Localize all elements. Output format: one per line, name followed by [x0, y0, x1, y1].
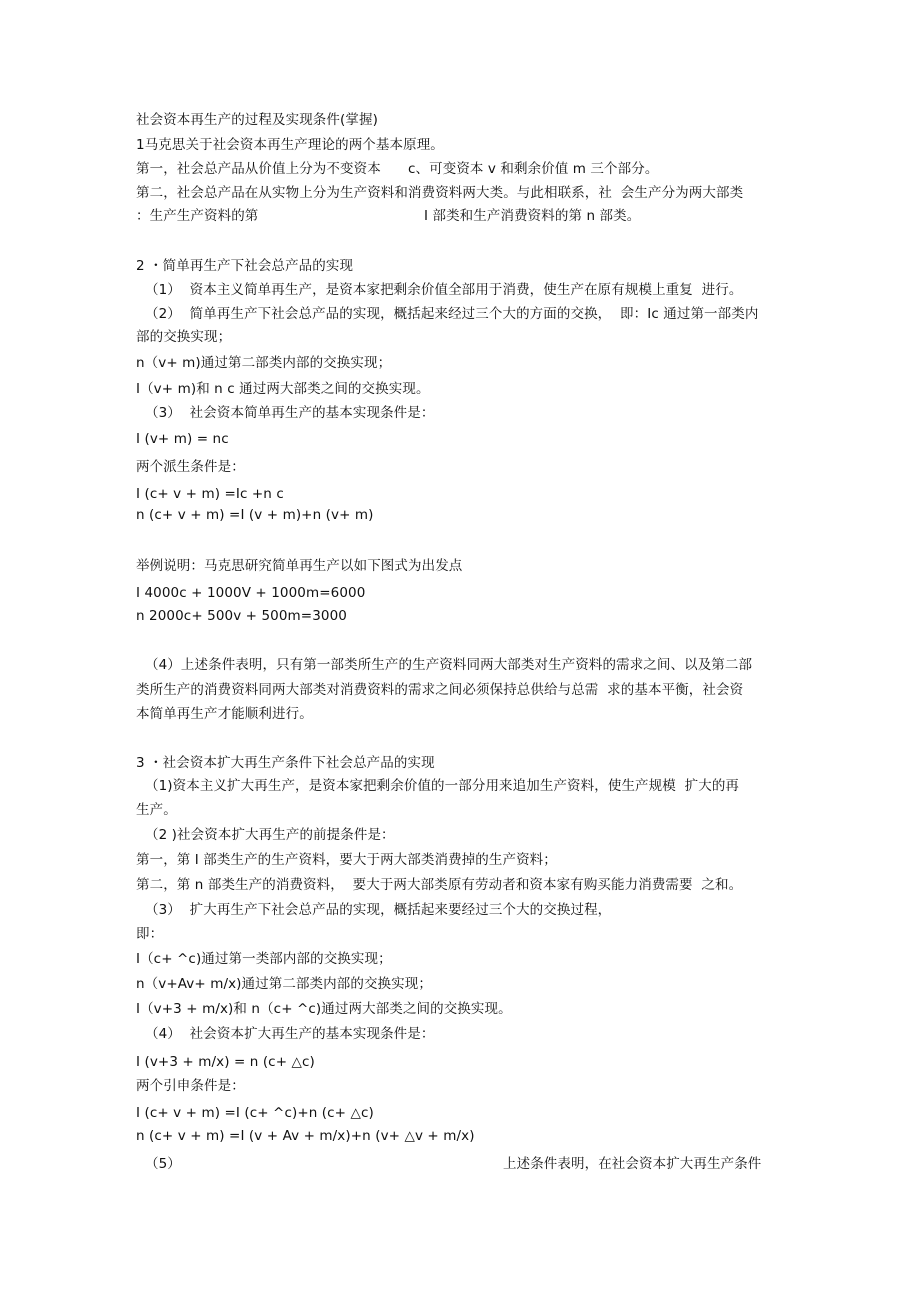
- section-1-paragraph-2-line-1: 第二，社会总产品在从实物上分为生产资料和消费资料两大类。与此相联系，社 会生产分为两大部类: [136, 185, 744, 201]
- section-3-formula-3: n (c+ v + m) =I (v + Av + m/x)+n (v+ △v + m/x): [136, 1128, 475, 1144]
- section-3-item-3-line-4: n（v+Av+ m/x)通过第二部类内部的交换实现；: [136, 976, 432, 992]
- section-2-item-4-line-3: 本简单再生产才能顺利进行。: [136, 706, 313, 722]
- section-3-item-4: （4） 社会资本扩大再生产的基本实现条件是：: [145, 1026, 435, 1042]
- section-2-item-2-line-2: 部的交换实现；: [136, 329, 232, 345]
- section-3-heading: 3 ・社会资本扩大再生产条件下社会总产品的实现: [136, 755, 435, 771]
- section-3-item-5-text: 上述条件表明，在社会资本扩大再生产条件: [503, 1156, 762, 1172]
- section-3-item-2-point-1: 第一，第 I 部类生产的生产资料，要大于两大部类消费掉的生产资料；: [136, 852, 557, 868]
- section-1-paragraph-2-line-2-right: I 部类和生产消费资料的第 n 部类。: [424, 208, 641, 224]
- section-3-derived-heading: 两个引申条件是：: [136, 1078, 245, 1094]
- section-3-formula-2: I (c+ v + m) =I (c+ ^c)+n (c+ △c): [136, 1105, 374, 1121]
- section-2-item-2-line-4: I（v+ m)和 n c 通过两大部类之间的交换实现。: [136, 381, 430, 397]
- section-2-formula-1: I (v+ m) = nc: [136, 431, 229, 447]
- section-1-paragraph-1: 第一，社会总产品从价值上分为不变资本 c、可变资本 v 和剩余价值 m 三个部分。: [136, 161, 659, 177]
- section-2-item-4-line-2: 类所生产的消费资料同两大部类对消费资料的需求之间必须保持总供给与总需 求的基本平衡，社会资: [136, 682, 744, 698]
- section-3-formula-1: I (v+3 + m/x) = n (c+ △c): [136, 1054, 315, 1070]
- section-3-item-2-point-2: 第二，第 n 部类生产的消费资料， 要大于两大部类原有劳动者和资本家有购买能力消费需要 之和。: [136, 877, 743, 893]
- section-3-item-5-label: （5）: [145, 1156, 181, 1172]
- section-3-item-3-line-5: I（v+3 + m/x)和 n（c+ ^c)通过两大部类之间的交换实现。: [136, 1001, 512, 1017]
- section-3-item-1-line-1: （1)资本主义扩大再生产，是资本家把剩余价值的一部分用来追加生产资料，使生产规模 扩大的再: [145, 778, 740, 794]
- section-2-formula-2: I (c+ v + m) =Ic +n c: [136, 486, 284, 502]
- section-3-item-2: （2 )社会资本扩大再生产的前提条件是：: [145, 827, 395, 843]
- section-2-derived-heading: 两个派生条件是：: [136, 459, 245, 475]
- section-2-example-line-2: n 2000c+ 500v + 500m=3000: [136, 608, 347, 624]
- section-2-heading: 2 ・简单再生产下社会总产品的实现: [136, 258, 354, 274]
- section-2-item-4-line-1: （4）上述条件表明，只有第一部类所生产的生产资料同两大部类对生产资料的需求之间、以及第二部: [145, 657, 753, 673]
- section-3-item-1-line-2: 生产。: [136, 802, 177, 818]
- section-1-heading: 1马克思关于社会资本再生产理论的两个基本原理。: [136, 137, 444, 153]
- section-2-example-heading: 举例说明：马克思研究简单再生产以如下图式为出发点: [136, 558, 463, 574]
- section-2-item-3: （3） 社会资本简单再生产的基本实现条件是：: [145, 405, 435, 421]
- section-2-formula-3: n (c+ v + m) =I (v + m)+n (v+ m): [136, 507, 374, 523]
- section-2-example-line-1: I 4000c + 1000V + 1000m=6000: [136, 585, 366, 601]
- section-2-item-1: （1） 资本主义简单再生产，是资本家把剩余价值全部用于消费，使生产在原有规模上重复 进行。: [145, 282, 743, 298]
- section-3-item-3: （3） 扩大再生产下社会总产品的实现，概括起来要经过三个大的交换过程，: [145, 902, 612, 918]
- section-3-item-3-line-3: I（c+ ^c)通过第一类部内部的交换实现；: [136, 951, 392, 967]
- section-1-paragraph-2-line-2-left: ：生产生产资料的第: [136, 208, 259, 224]
- section-2-item-2-line-3: n（v+ m)通过第二部类内部的交换实现；: [136, 355, 392, 371]
- section-2-item-2-line-1: （2） 简单再生产下社会总产品的实现，概括起来经过三个大的方面的交换， 即：Ic 通过第一部类内: [145, 306, 759, 322]
- document-title: 社会资本再生产的过程及实现条件(掌握): [136, 112, 378, 128]
- section-3-item-3-line-2: 即：: [136, 926, 164, 942]
